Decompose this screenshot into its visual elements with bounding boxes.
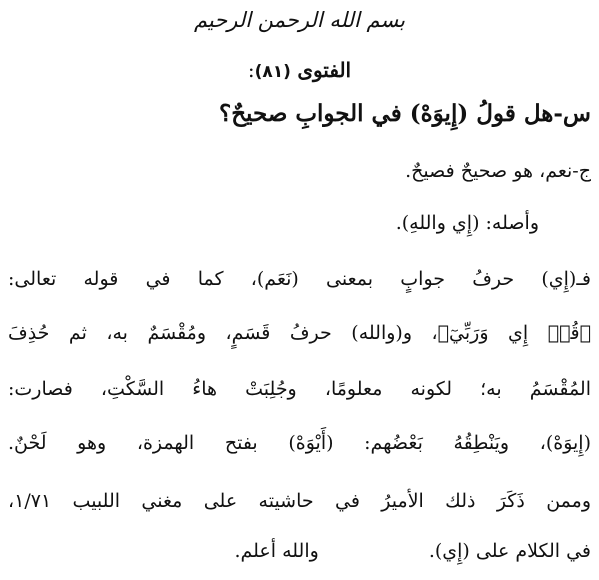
closing-text: والله أعلم. <box>234 540 319 562</box>
origin-text: وأصله: (إِي واللهِ). <box>395 212 539 234</box>
question-text: س-هل قولُ (إِيوَهْ) في الجوابِ صحيحٌ؟ <box>219 100 591 127</box>
fatwa-colon: : <box>247 58 255 82</box>
body-line-6 <box>8 540 591 563</box>
body-line-5: وممن ذَكَرَ ذلك الأميرُ في حاشيته على مغني اللبيب ١/٧١، <box>8 490 591 512</box>
answer-text: ج-نعم، هو صحيحٌ فصيحٌ. <box>405 160 591 182</box>
fatwa-heading <box>0 58 599 82</box>
body-line-2: ﴿قُلۡ إِي وَرَبِّيٓ﴾، و(والله) حرفُ قَسَمٍ، ومُقْسَمٌ به، ثم حُذِفَ <box>8 322 591 344</box>
body-line-3: المُقْسَمُ به؛ لكونه معلومًا، وجُلِبَتْ هاءُ السَّكْتِ، فصارت: <box>8 378 591 400</box>
body-line-4: (إِيوَهْ)، ويَنْطِقُهُ بَعْضُهم: (أَيْوَهْ) بفتح الهمزة، وهو لَحْنٌ. <box>8 432 591 454</box>
fatwa-number: (٨١) <box>254 62 291 82</box>
body-line-6-text: في الكلام على (إِي). <box>428 540 591 562</box>
fatwa-title: الفتوى <box>297 58 352 82</box>
body-line-1: فـ(إِي) حرفُ جوابٍ بمعنى (نَعَم)، كما في قوله تعالى: <box>8 268 591 290</box>
bismillah-heading: بسم الله الرحمن الرحيم <box>193 8 406 32</box>
